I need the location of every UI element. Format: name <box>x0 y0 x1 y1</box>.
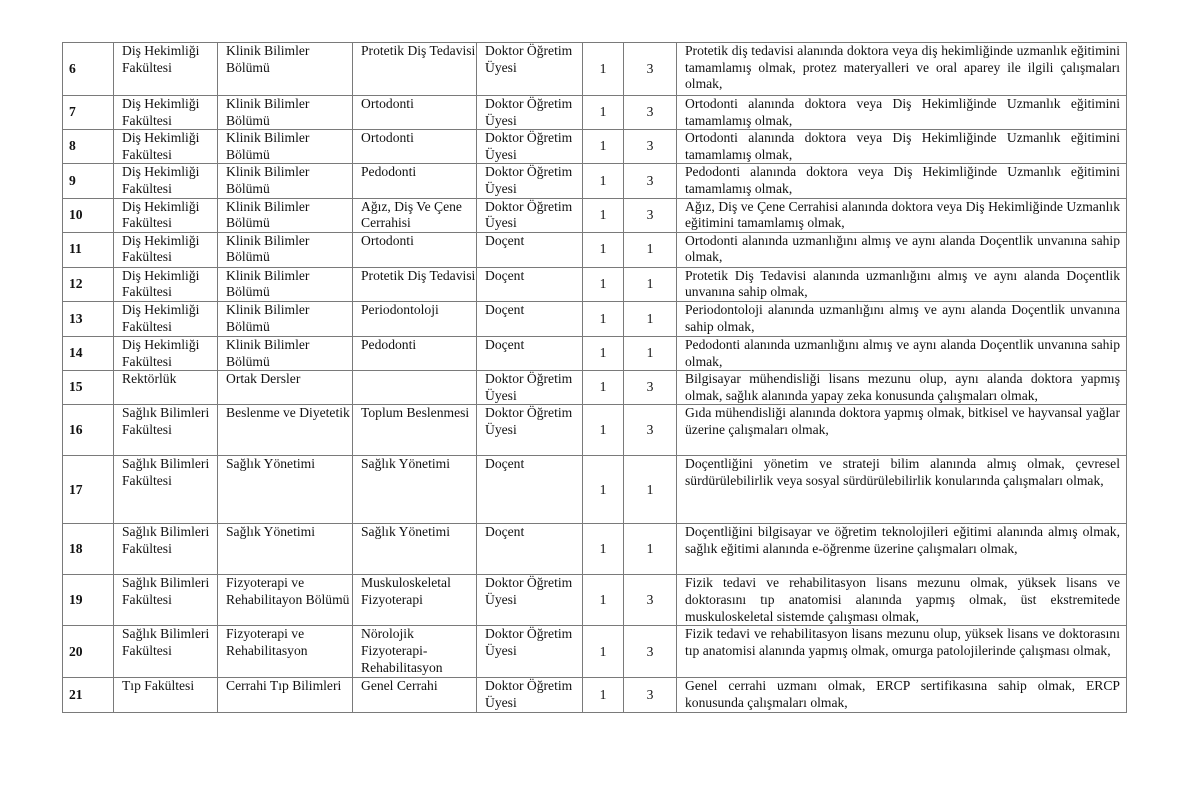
field-cell: Pedodonti <box>353 164 477 198</box>
table-row <box>63 267 1127 301</box>
count-cell: 1 <box>583 164 624 198</box>
title-cell: Doçent <box>477 524 583 575</box>
row-number: 12 <box>63 267 114 301</box>
count-cell: 1 <box>583 336 624 370</box>
table-row <box>63 301 1127 336</box>
requirement-cell: Ortodonti alanında uzmanlığını almış ve aynı alanda Doçentlik unvanına sahip olmak, <box>677 232 1127 267</box>
requirement-cell: Ağız, Diş ve Çene Cerrahisi alanında doktora veya Diş Hekimliğinde Uzmanlık eğitimini tamamlamış olmak, <box>677 198 1127 232</box>
count-cell: 1 <box>583 405 624 456</box>
count-cell: 1 <box>583 96 624 130</box>
row-number: 7 <box>63 96 114 130</box>
score-cell: 3 <box>624 43 677 96</box>
table-row <box>63 96 1127 130</box>
score-cell: 3 <box>624 575 677 626</box>
score-cell: 1 <box>624 232 677 267</box>
department-cell: Fizyoterapi ve Rehabilitayon Bölümü <box>218 575 353 626</box>
department-cell: Klinik Bilimler Bölümü <box>218 301 353 336</box>
title-cell: Doktor Öğretim Üyesi <box>477 371 583 405</box>
requirement-cell: Doçentliğini bilgisayar ve öğretim teknolojileri eğitimi alanında almış olmak, sağlık eğitimi alanında e-öğrenme üzerine çalışmaları olmak, <box>677 524 1127 575</box>
row-number: 21 <box>63 678 114 712</box>
department-cell: Klinik Bilimler Bölümü <box>218 267 353 301</box>
table-row <box>63 405 1127 456</box>
score-cell: 1 <box>624 524 677 575</box>
faculty-cell: Tıp Fakültesi <box>114 678 218 712</box>
title-cell: Doçent <box>477 301 583 336</box>
count-cell: 1 <box>583 371 624 405</box>
count-cell: 1 <box>583 232 624 267</box>
table-row <box>63 232 1127 267</box>
score-cell: 3 <box>624 130 677 164</box>
table-row <box>63 198 1127 232</box>
score-cell: 3 <box>624 626 677 678</box>
row-number: 9 <box>63 164 114 198</box>
title-cell: Doktor Öğretim Üyesi <box>477 164 583 198</box>
score-cell: 3 <box>624 96 677 130</box>
score-cell: 3 <box>624 164 677 198</box>
title-cell: Doktor Öğretim Üyesi <box>477 96 583 130</box>
faculty-cell: Diş Hekimliği Fakültesi <box>114 336 218 370</box>
faculty-cell: Rektörlük <box>114 371 218 405</box>
row-number: 19 <box>63 575 114 626</box>
field-cell: Toplum Beslenmesi <box>353 405 477 456</box>
field-cell: Muskuloskeletal Fizyoterapi <box>353 575 477 626</box>
field-cell: Protetik Diş Tedavisi <box>353 267 477 301</box>
count-cell: 1 <box>583 130 624 164</box>
title-cell: Doktor Öğretim Üyesi <box>477 198 583 232</box>
requirement-cell: Gıda mühendisliği alanında doktora yapmış olmak, bitkisel ve hayvansal yağlar üzerine çalışmaları olmak, <box>677 405 1127 456</box>
row-number: 17 <box>63 456 114 524</box>
department-cell: Sağlık Yönetimi <box>218 524 353 575</box>
field-cell: Genel Cerrahi <box>353 678 477 712</box>
row-number: 18 <box>63 524 114 575</box>
requirement-cell: Genel cerrahi uzmanı olmak, ERCP sertifikasına sahip olmak, ERCP konusunda çalışmaları olmak, <box>677 678 1127 712</box>
title-cell: Doktor Öğretim Üyesi <box>477 626 583 678</box>
department-cell: Klinik Bilimler Bölümü <box>218 232 353 267</box>
table-row <box>63 130 1127 164</box>
table-row <box>63 164 1127 198</box>
faculty-cell: Diş Hekimliği Fakültesi <box>114 130 218 164</box>
requirement-cell: Ortodonti alanında doktora veya Diş Hekimliğinde Uzmanlık eğitimini tamamlamış olmak, <box>677 130 1127 164</box>
row-number: 8 <box>63 130 114 164</box>
department-cell: Klinik Bilimler Bölümü <box>218 198 353 232</box>
count-cell: 1 <box>583 267 624 301</box>
count-cell: 1 <box>583 575 624 626</box>
field-cell: Ortodonti <box>353 232 477 267</box>
requirement-cell: Fizik tedavi ve rehabilitasyon lisans mezunu olmak, yüksek lisans ve doktorasını tıp anatomisi alanında yapmış olmak, üst ekstremitede muskuloskeletal sistemde çalışması olmak, <box>677 575 1127 626</box>
table-row <box>63 626 1127 678</box>
title-cell: Doktor Öğretim Üyesi <box>477 575 583 626</box>
field-cell: Ortodonti <box>353 130 477 164</box>
faculty-cell: Sağlık Bilimleri Fakültesi <box>114 626 218 678</box>
table-row <box>63 575 1127 626</box>
table-row <box>63 678 1127 712</box>
field-cell <box>353 371 477 405</box>
count-cell: 1 <box>583 524 624 575</box>
field-cell: Ortodonti <box>353 96 477 130</box>
faculty-cell: Sağlık Bilimleri Fakültesi <box>114 405 218 456</box>
department-cell: Beslenme ve Diyetetik <box>218 405 353 456</box>
score-cell: 3 <box>624 371 677 405</box>
title-cell: Doçent <box>477 232 583 267</box>
requirement-cell: Protetik diş tedavisi alanında doktora veya diş hekimliğinde uzmanlık eğitimini tamamlamış olmak, protez materyalleri ve oral aparey ile ilgili çalışmaları olmak, <box>677 43 1127 96</box>
department-cell: Fizyoterapi ve Rehabilitasyon <box>218 626 353 678</box>
score-cell: 1 <box>624 267 677 301</box>
table-row <box>63 371 1127 405</box>
requirement-cell: Fizik tedavi ve rehabilitasyon lisans mezunu olup, yüksek lisans ve doktorasını tıp anatomisi alanında yapmış olmak, omurga patolojilerinde çalışması olmak, <box>677 626 1127 678</box>
department-cell: Klinik Bilimler Bölümü <box>218 43 353 96</box>
title-cell: Doktor Öğretim Üyesi <box>477 405 583 456</box>
count-cell: 1 <box>583 43 624 96</box>
score-cell: 3 <box>624 198 677 232</box>
count-cell: 1 <box>583 198 624 232</box>
field-cell: Pedodonti <box>353 336 477 370</box>
department-cell: Sağlık Yönetimi <box>218 456 353 524</box>
field-cell: Protetik Diş Tedavisi <box>353 43 477 96</box>
row-number: 15 <box>63 371 114 405</box>
row-number: 13 <box>63 301 114 336</box>
position-table <box>62 42 1127 713</box>
row-number: 16 <box>63 405 114 456</box>
count-cell: 1 <box>583 678 624 712</box>
score-cell: 1 <box>624 336 677 370</box>
department-cell: Cerrahi Tıp Bilimleri <box>218 678 353 712</box>
faculty-cell: Diş Hekimliği Fakültesi <box>114 43 218 96</box>
title-cell: Doçent <box>477 336 583 370</box>
requirement-cell: Doçentliğini yönetim ve strateji bilim alanında almış olmak, çevresel sürdürülebilirlik veya sosyal sürdürülebilirlik konularında çalışmaları olmak, <box>677 456 1127 524</box>
score-cell: 1 <box>624 456 677 524</box>
requirement-cell: Bilgisayar mühendisliği lisans mezunu olup, aynı alanda doktora yapmış olmak, sağlık alanında yapay zeka konusunda çalışmaları olmak, <box>677 371 1127 405</box>
title-cell: Doktor Öğretim Üyesi <box>477 678 583 712</box>
title-cell: Doçent <box>477 456 583 524</box>
field-cell: Ağız, Diş Ve Çene Cerrahisi <box>353 198 477 232</box>
faculty-cell: Sağlık Bilimleri Fakültesi <box>114 524 218 575</box>
score-cell: 3 <box>624 405 677 456</box>
position-table-body <box>63 43 1127 713</box>
faculty-cell: Sağlık Bilimleri Fakültesi <box>114 575 218 626</box>
department-cell: Klinik Bilimler Bölümü <box>218 96 353 130</box>
table-row <box>63 456 1127 524</box>
row-number: 14 <box>63 336 114 370</box>
faculty-cell: Diş Hekimliği Fakültesi <box>114 164 218 198</box>
count-cell: 1 <box>583 301 624 336</box>
row-number: 6 <box>63 43 114 96</box>
department-cell: Klinik Bilimler Bölümü <box>218 130 353 164</box>
department-cell: Klinik Bilimler Bölümü <box>218 164 353 198</box>
faculty-cell: Sağlık Bilimleri Fakültesi <box>114 456 218 524</box>
requirement-cell: Pedodonti alanında doktora veya Diş Hekimliğinde Uzmanlık eğitimini tamamlamış olmak, <box>677 164 1127 198</box>
score-cell: 1 <box>624 301 677 336</box>
row-number: 11 <box>63 232 114 267</box>
requirement-cell: Pedodonti alanında uzmanlığını almış ve aynı alanda Doçentlik unvanına sahip olmak, <box>677 336 1127 370</box>
field-cell: Sağlık Yönetimi <box>353 524 477 575</box>
title-cell: Doçent <box>477 267 583 301</box>
requirement-cell: Ortodonti alanında doktora veya Diş Hekimliğinde Uzmanlık eğitimini tamamlamış olmak, <box>677 96 1127 130</box>
requirement-cell: Periodontoloji alanında uzmanlığını almış ve aynı alanda Doçentlik unvanına sahip olmak, <box>677 301 1127 336</box>
faculty-cell: Diş Hekimliği Fakültesi <box>114 301 218 336</box>
table-row <box>63 43 1127 96</box>
table-row <box>63 524 1127 575</box>
department-cell: Klinik Bilimler Bölümü <box>218 336 353 370</box>
department-cell: Ortak Dersler <box>218 371 353 405</box>
faculty-cell: Diş Hekimliği Fakültesi <box>114 96 218 130</box>
row-number: 20 <box>63 626 114 678</box>
score-cell: 3 <box>624 678 677 712</box>
table-row <box>63 336 1127 370</box>
field-cell: Sağlık Yönetimi <box>353 456 477 524</box>
title-cell: Doktor Öğretim Üyesi <box>477 43 583 96</box>
field-cell: Nörolojik Fizyoterapi-Rehabilitasyon <box>353 626 477 678</box>
count-cell: 1 <box>583 626 624 678</box>
title-cell: Doktor Öğretim Üyesi <box>477 130 583 164</box>
requirement-cell: Protetik Diş Tedavisi alanında uzmanlığını almış ve aynı alanda Doçentlik unvanına sahip olmak, <box>677 267 1127 301</box>
faculty-cell: Diş Hekimliği Fakültesi <box>114 232 218 267</box>
count-cell: 1 <box>583 456 624 524</box>
field-cell: Periodontoloji <box>353 301 477 336</box>
faculty-cell: Diş Hekimliği Fakültesi <box>114 267 218 301</box>
faculty-cell: Diş Hekimliği Fakültesi <box>114 198 218 232</box>
row-number: 10 <box>63 198 114 232</box>
